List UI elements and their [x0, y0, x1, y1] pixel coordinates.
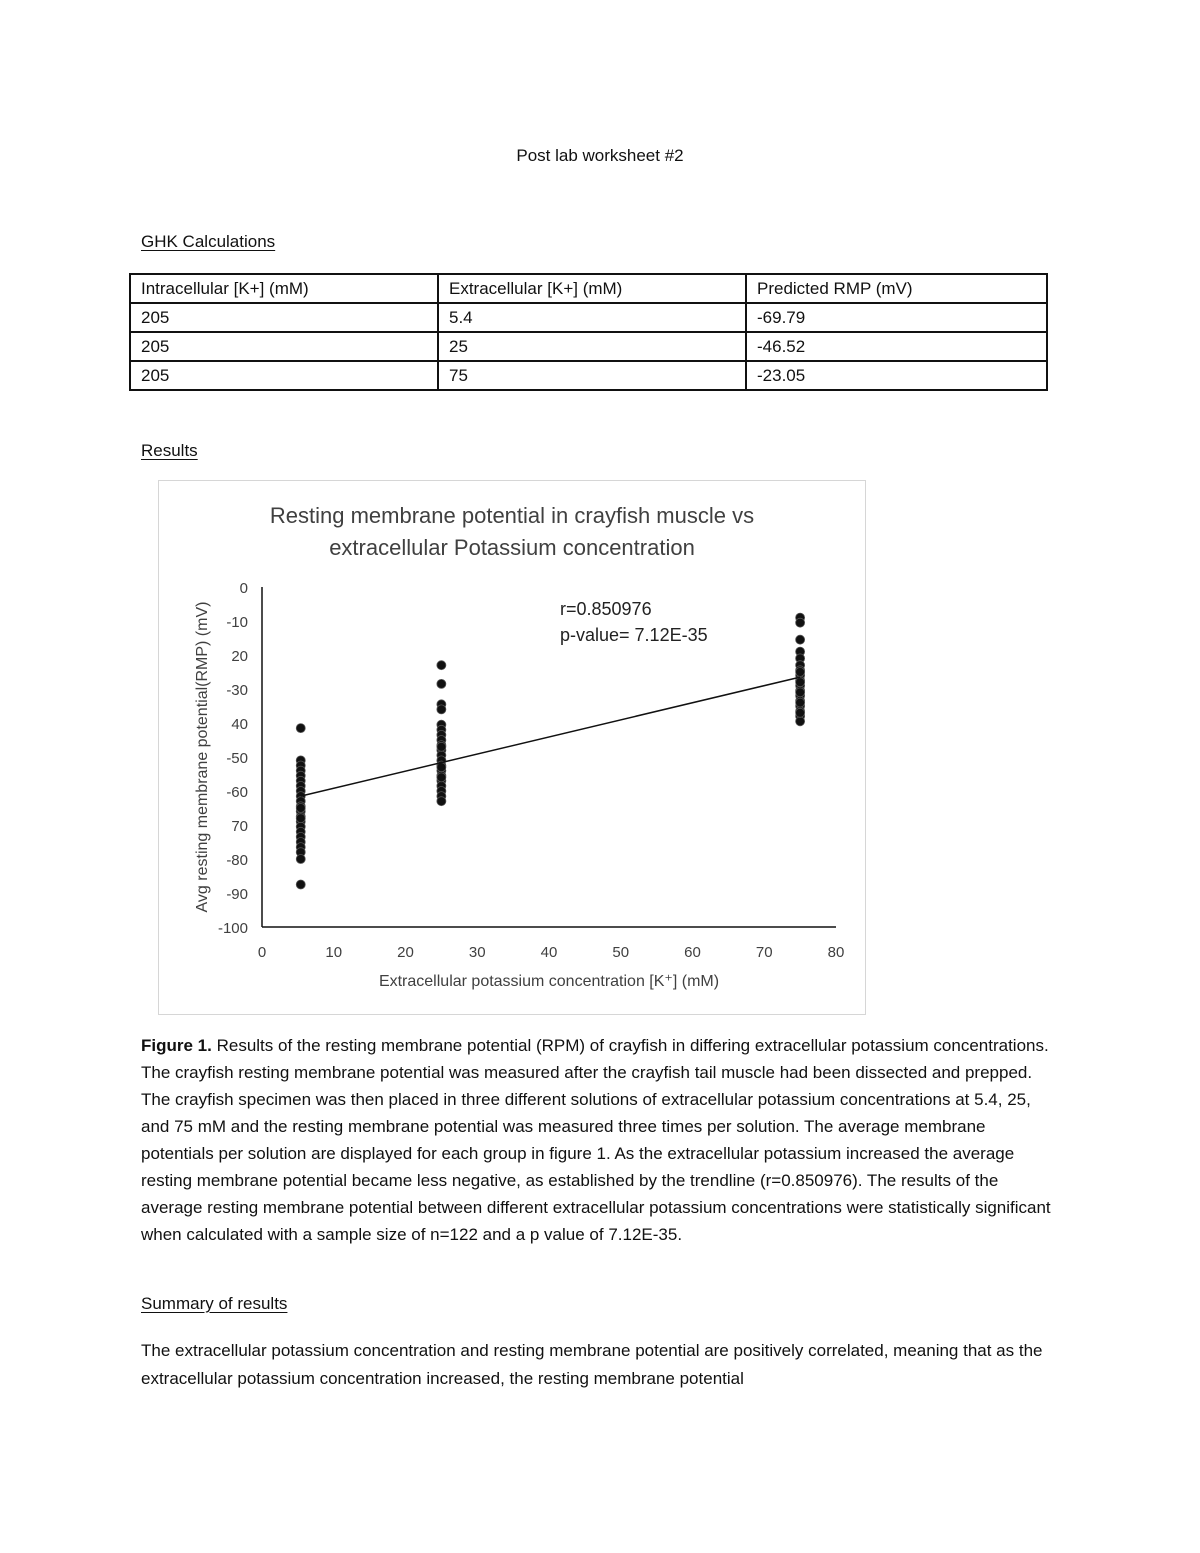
y-tick-label: -10: [226, 614, 248, 631]
x-tick-label: 30: [468, 944, 486, 961]
y-tick-label: -30: [226, 682, 248, 699]
table-cell: 205: [130, 303, 438, 332]
data-point: [796, 717, 805, 726]
annotation-p: p-value= 7.12E-35: [560, 625, 708, 645]
ghk-table: [129, 273, 1048, 391]
x-tick-label: 70: [755, 944, 773, 961]
y-tick-label: -50: [226, 750, 248, 767]
x-tick-label: 60: [684, 944, 701, 961]
table-cell: 25: [438, 332, 746, 361]
y-tick-label: -80: [226, 852, 248, 869]
summary-text: The extracellular potassium concentration and resting membrane potential are positively correlated, meaning that as the extracellular potassium concentration increased, the resting membrane potential: [141, 1341, 1043, 1388]
y-tick-label: 70: [231, 818, 248, 835]
y-tick-label: 0: [239, 580, 248, 597]
data-point: [796, 688, 805, 697]
table-cell: -23.05: [746, 361, 1047, 390]
data-point: [796, 618, 805, 627]
ghk-heading: GHK Calculations: [141, 232, 276, 251]
table-cell: 205: [130, 332, 438, 361]
table-header-row: [130, 274, 1047, 303]
table-header-cell: Intracellular [K+] (mM): [130, 274, 438, 303]
table-row: [130, 332, 1047, 361]
data-point: [796, 678, 805, 687]
table-header-cell: Extracellular [K+] (mM): [438, 274, 746, 303]
chart-container: [158, 480, 866, 1015]
y-axis-label: Avg resting membrane potential(RMP) (mV): [194, 601, 211, 913]
data-point: [296, 855, 305, 864]
trendline: [301, 677, 800, 796]
table-cell: -46.52: [746, 332, 1047, 361]
data-point: [437, 742, 446, 751]
caption-label: Figure 1.: [141, 1036, 212, 1055]
y-tick-label: 40: [231, 716, 248, 733]
x-axis-label: Extracellular potassium concentration [K⁺] (mM): [378, 973, 720, 990]
data-point: [437, 773, 446, 782]
data-point: [796, 698, 805, 707]
y-tick-label: -90: [226, 886, 248, 903]
x-tick-label: 40: [540, 944, 558, 961]
chart-title-line1: Resting membrane potential in crayfish muscle vs: [269, 503, 755, 528]
chart-title-line2: extracellular Potassium concentration: [329, 535, 695, 560]
scatter-chart: [159, 481, 865, 1014]
table-cell: 75: [438, 361, 746, 390]
data-point: [437, 797, 446, 806]
x-tick-label: 50: [612, 944, 630, 961]
annotation-r: r=0.850976: [560, 599, 652, 619]
data-point: [437, 661, 446, 670]
y-tick-label: -100: [217, 920, 248, 937]
x-tick-label: 80: [827, 944, 845, 961]
table-cell: 5.4: [438, 303, 746, 332]
data-point: [796, 635, 805, 644]
x-tick-label: 20: [397, 944, 414, 961]
table-row: [130, 303, 1047, 332]
table-cell: -69.79: [746, 303, 1047, 332]
data-point: [296, 880, 305, 889]
table-cell: 205: [130, 361, 438, 390]
data-point: [296, 724, 305, 733]
data-point: [437, 679, 446, 688]
x-tick-label: 0: [257, 944, 267, 961]
data-point: [796, 668, 805, 677]
figure-caption: [141, 1032, 1051, 1248]
x-tick-label: 10: [325, 944, 343, 961]
data-point: [437, 705, 446, 714]
y-tick-label: 20: [231, 648, 248, 665]
results-heading: Results: [141, 441, 198, 460]
data-point: [296, 804, 305, 813]
data-point: [296, 814, 305, 823]
data-point: [796, 708, 805, 717]
y-tick-label: -60: [226, 784, 248, 801]
page-title: Post lab worksheet #2: [516, 146, 684, 165]
summary-heading: Summary of results: [141, 1294, 288, 1313]
table-row: [130, 361, 1047, 390]
table-header-cell: Predicted RMP (mV): [746, 274, 1047, 303]
caption-text: Results of the resting membrane potential (RPM) of crayfish in differing extracellular potassium concentrations. The crayfish resting membrane potential was measured after the crayfish tail muscle had been dissected and prepped. The crayfish specimen was then placed in three different solutions of extracellular potassium concentrations at 5.4, 25, and 75 mM and the resting membrane potential was measured three times per solution. The average membrane potentials per solution are displayed for each group in figure 1. As the extracellular potassium increased the average resting membrane potential became less negative, as established by the trendline (r=0.850976). The results of the average resting membrane potential between different extracellular potassium concentrations were statistically significant when calculated with a sample size of n=122 and a p value of 7.12E-35.: [141, 1036, 1051, 1244]
